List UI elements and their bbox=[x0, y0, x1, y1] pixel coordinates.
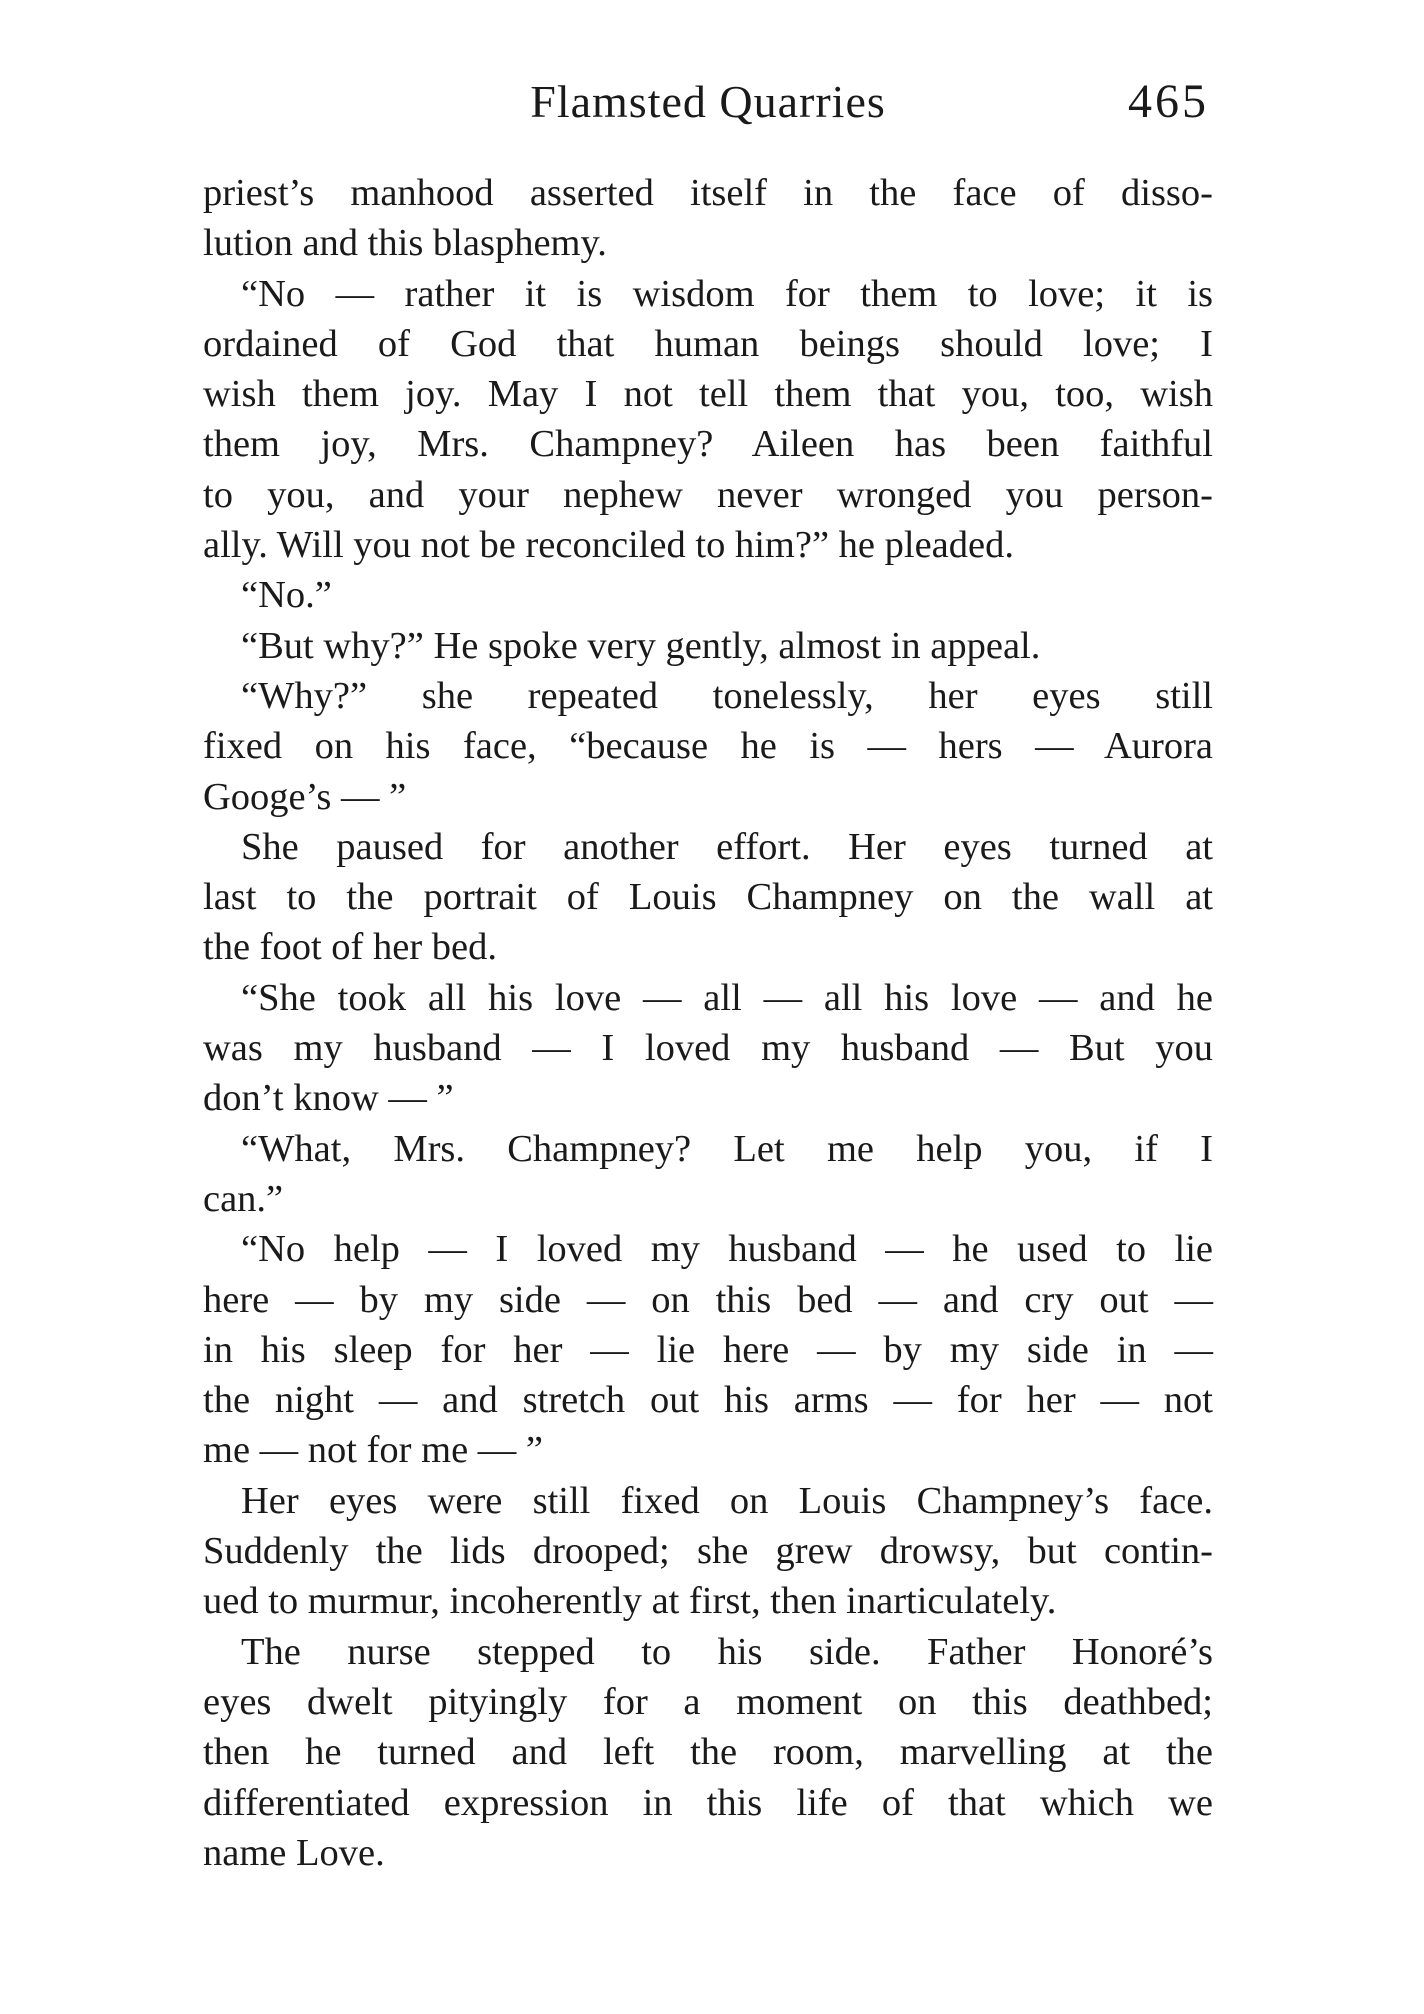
paragraph-p10 bbox=[203, 1476, 1213, 1627]
text-line: lution and this blasphemy. bbox=[203, 222, 607, 265]
paragraph-p6 bbox=[203, 822, 1213, 973]
paragraph-p8 bbox=[203, 1124, 1213, 1225]
text-line: Googe’s — ” bbox=[203, 775, 407, 818]
text-line: “No — rather it is wisdom for them to love; it is bbox=[241, 272, 1213, 315]
paragraph-p4 bbox=[203, 621, 1213, 671]
text-line: them joy, Mrs. Champney? Aileen has been faithful bbox=[203, 423, 1213, 466]
paragraph-p3 bbox=[203, 570, 1213, 620]
text-line: can.” bbox=[203, 1177, 284, 1220]
text-line: last to the portrait of Louis Champney on the wall at bbox=[203, 876, 1213, 919]
text-line: differentiated expression in this life of that which we bbox=[203, 1781, 1213, 1824]
text-line: The nurse stepped to his side. Father Honoré’s bbox=[241, 1630, 1213, 1673]
text-line: ally. Will you not be reconciled to him?” he pleaded. bbox=[203, 524, 1014, 567]
text-line: fixed on his face, “because he is — hers — Aurora bbox=[203, 725, 1213, 768]
text-line: don’t know — ” bbox=[203, 1077, 454, 1120]
text-line: “No help — I loved my husband — he used to lie bbox=[241, 1228, 1213, 1271]
paragraph-p2 bbox=[203, 269, 1213, 571]
paragraph-p11 bbox=[203, 1627, 1213, 1878]
text-line: in his sleep for her — lie here — by my side in — bbox=[203, 1328, 1213, 1371]
page-number: 465 bbox=[1128, 75, 1209, 128]
text-line: the foot of her bed. bbox=[203, 926, 497, 969]
text-line: here — by my side — on this bed — and cry out — bbox=[203, 1278, 1213, 1321]
text-line: name Love. bbox=[203, 1831, 385, 1874]
running-head bbox=[203, 72, 1213, 132]
text-line: then he turned and left the room, marvelling at the bbox=[203, 1731, 1213, 1774]
text-line: “She took all his love — all — all his love — and he bbox=[241, 976, 1213, 1019]
text-line: me — not for me — ” bbox=[203, 1429, 543, 1472]
running-title: Flamsted Quarries bbox=[530, 76, 886, 127]
paragraph-p7 bbox=[203, 973, 1213, 1124]
paragraph-p1 bbox=[203, 168, 1213, 269]
text-line: to you, and your nephew never wronged you person- bbox=[203, 473, 1213, 516]
text-line: the night — and stretch out his arms — for her — not bbox=[203, 1379, 1213, 1422]
paragraph-p5 bbox=[203, 671, 1213, 822]
text-line: “No.” bbox=[241, 574, 332, 617]
text-line: Suddenly the lids drooped; she grew drowsy, but contin- bbox=[203, 1530, 1213, 1573]
text-line: Her eyes were still fixed on Louis Champney’s face. bbox=[241, 1479, 1213, 1522]
text-line: was my husband — I loved my husband — But you bbox=[203, 1027, 1213, 1070]
text-line: eyes dwelt pityingly for a moment on this deathbed; bbox=[203, 1680, 1213, 1723]
text-line: “What, Mrs. Champney? Let me help you, if I bbox=[241, 1127, 1213, 1170]
text-line: ued to murmur, incoherently at first, then inarticulately. bbox=[203, 1580, 1057, 1623]
text-line: “Why?” she repeated tonelessly, her eyes still bbox=[241, 674, 1213, 717]
text-line: “But why?” He spoke very gently, almost in appeal. bbox=[241, 624, 1041, 667]
text-line: wish them joy. May I not tell them that you, too, wish bbox=[203, 373, 1213, 416]
paragraph-p9 bbox=[203, 1224, 1213, 1475]
body-text bbox=[203, 168, 1213, 1878]
text-line: ordained of God that human beings should love; I bbox=[203, 322, 1213, 365]
text-line: priest’s manhood asserted itself in the face of disso- bbox=[203, 172, 1213, 214]
text-line: She paused for another effort. Her eyes turned at bbox=[241, 825, 1213, 868]
